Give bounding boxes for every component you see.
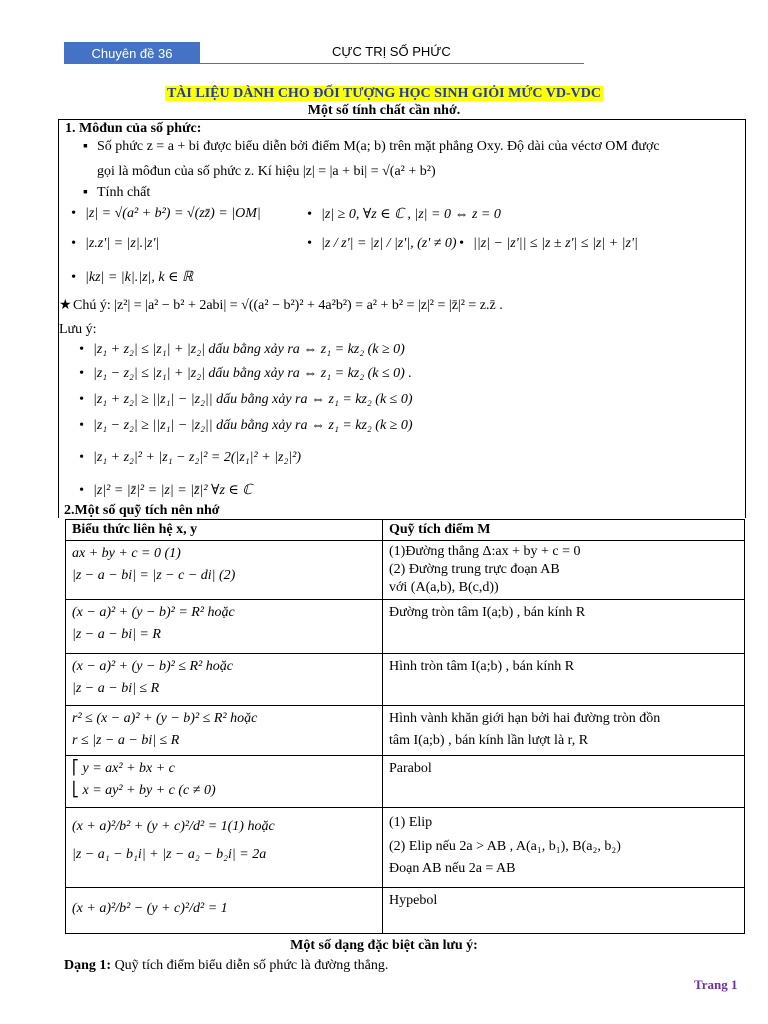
properties-box [58,119,746,518]
expression-line: r² ≤ (x − a)² + (y − b)² ≤ R² hoặc [72,711,258,726]
expression-line: (x − a)² + (y − b)² = R² hoặc [72,605,235,620]
locus-cell [383,756,745,808]
locus-cell [383,888,745,934]
expression-line: (x − a)² + (y − b)² ≤ R² hoặc [72,659,233,674]
form-1-line: Dạng 1: Quỹ tích điểm biểu diễn số phức là đường thẳng. [64,958,389,973]
special-forms-title: Một số dạng đặc biệt cần lưu ý: [290,938,478,953]
locus-cell [383,600,745,654]
section1-heading: 1. Môđun của số phức: [65,121,202,136]
expression-line: ⎣ x = ay² + by + c (c ≠ 0) [72,783,216,798]
locus-line: (1)Đường thẳng Δ:ax + by + c = 0 [389,544,581,559]
props-label-line: ▪ Tính chất [83,185,151,200]
locus-cell [383,808,745,888]
locus-line: Hình tròn tâm I(a;b) , bán kính R [389,659,575,674]
property-4: • |z / z'| = |z| / |z'|, (z' ≠ 0) [307,236,457,251]
document-title: TÀI LIỆU DÀNH CHO ĐỐI TƯỢNG HỌC SINH GIỎI MỨC VD-VDC [166,86,602,101]
locus-line: (2) Đường trung trực đoạn AB [389,562,560,577]
locus-line: với (A(a,b), B(c,d)) [389,580,499,595]
loci-table [65,519,745,934]
expression-line: (x + a)²/b² − (y + c)²/d² = 1 [72,901,228,916]
expression-cell [66,756,383,808]
locus-line: tâm I(a;b) , bán kính lần lượt là r, R [389,733,589,748]
note-line: ★Chú ý: |z²| = |a² − b² + 2abi| = √((a² − b²)² + 4a²b²) = a² + b² = |z|² = |z̄|² = z.z̄ . [59,298,503,313]
remark-1: • |z₁ + z₂| ≤ |z₁| + |z₂| dấu bằng xảy ra ⇔ z₁ = kz₂ (k ≥ 0) [79,342,405,357]
expression-cell [66,888,383,934]
locus-line: Hình vành khăn giới hạn bởi hai đường tròn đồn [389,711,661,726]
header-divider [200,63,584,64]
expression-line: ax + by + c = 0 (1) [72,546,181,561]
table-row [66,654,745,706]
locus-line: Đoạn AB nếu 2a = AB [389,861,516,876]
expression-line: |z − a − bi| ≤ R [72,681,160,696]
table-row [66,600,745,654]
document-subtitle: Một số tính chất cần nhớ. [307,103,461,118]
property-5: • ||z| − |z'|| ≤ |z ± z'| ≤ |z| + |z'| [459,236,638,251]
expression-line: r ≤ |z − a − bi| ≤ R [72,733,180,748]
table-row [66,808,745,888]
expression-line: |z − a − bi| = |z − c − di| (2) [72,568,236,583]
expression-line: |z − a − bi| = R [72,627,161,642]
locus-cell [383,706,745,756]
page-number: Trang 1 [694,977,738,992]
table-row [66,706,745,756]
expression-cell [66,706,383,756]
intro-line-2: gọi là môđun của số phức z. Kí hiệu |z| = |a + bi| = √(a² + b²) [97,164,436,179]
locus-cell [383,654,745,706]
column-header-locus: Quỹ tích điểm M [383,520,745,541]
expression-cell [66,541,383,600]
star-icon: ★ [59,298,72,313]
property-3: • |z.z'| = |z|.|z'| [71,236,160,251]
property-1: • |z| = √(a² + b²) = √(zz̄) = |OM| [71,206,261,221]
remark-5: • |z₁ + z₂|² + |z₁ − z₂|² = 2(|z₁|² + |z₂|²) [79,450,302,465]
remark-4: • |z₁ − z₂| ≥ ||z₁| − |z₂|| dấu bằng xảy ra ⇔ z₁ = kz₂ (k ≥ 0) [79,418,413,433]
table-row [66,888,745,934]
expression-line: |z − a₁ − b₁i| + |z − a₂ − b₂i| = 2a [72,847,267,862]
column-header-expression: Biểu thức liên hệ x, y [66,520,383,541]
remark-2: • |z₁ − z₂| ≤ |z₁| + |z₂| dấu bằng xảy ra ⇔ z₁ = kz₂ (k ≤ 0) . [79,366,412,381]
remark-label: Lưu ý: [59,322,97,337]
expression-line: ⎡ y = ax² + bx + c [72,761,175,776]
locus-cell [383,541,745,600]
chapter-badge: Chuyên đề 36 [64,42,200,64]
property-2: • |z| ≥ 0, ∀z ∈ ℂ , |z| = 0 ⇔ z = 0 [307,207,501,222]
locus-line: (2) Elip nếu 2a > AB , A(a₁, b₁), B(a₂, b₂) [389,839,621,854]
table-row [66,756,745,808]
locus-line: Parabol [389,761,432,776]
locus-line: Hypebol [389,893,438,908]
expression-cell [66,654,383,706]
expression-cell [66,600,383,654]
table-header-row [66,520,745,541]
table-row [66,541,745,600]
locus-line: Đường tròn tâm I(a;b) , bán kính R [389,605,586,620]
expression-cell [66,808,383,888]
chapter-title: CỰC TRỊ SỐ PHỨC [332,44,451,59]
remark-3: • |z₁ + z₂| ≥ ||z₁| − |z₂|| dấu bằng xảy ra ⇔ z₁ = kz₂ (k ≤ 0) [79,392,413,407]
section2-heading: 2.Một số quỹ tích nên nhớ [64,503,220,518]
property-6: • |kz| = |k|.|z|, k ∈ ℝ [71,270,194,285]
expression-line: (x + a)²/b² + (y + c)²/d² = 1(1) hoặc [72,819,275,834]
locus-line: (1) Elip [389,815,433,830]
intro-line-1: ▪ Số phức z = a + bi được biểu diễn bởi điểm M(a; b) trên mặt phẳng Oxy. Độ dài của véctơ OM được [83,139,660,154]
remark-6: • |z|² = |z̄|² = |z| = |z̄|² ∀z ∈ ℂ [79,483,253,498]
